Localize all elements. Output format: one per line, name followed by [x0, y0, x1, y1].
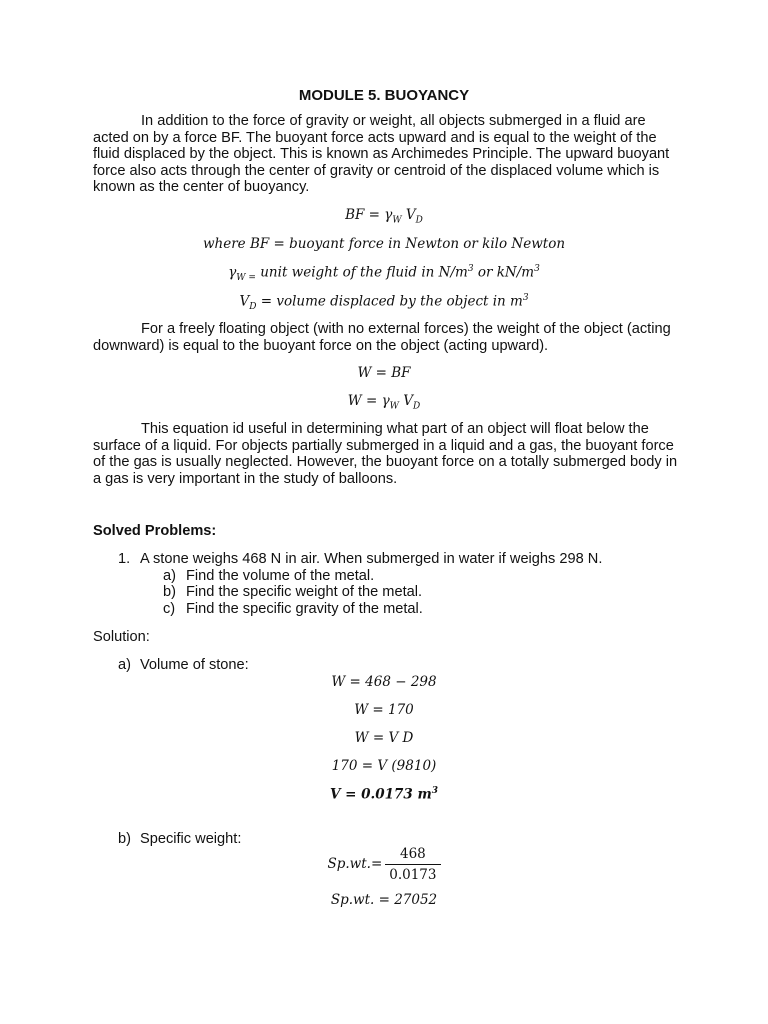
definition-volume-sub: D [249, 302, 257, 313]
part-b-fraction [385, 846, 440, 883]
module-title: MODULE 5. BUOYANCY [298, 87, 470, 104]
part-b-result: Sp.wt. = 27052 [330, 892, 438, 908]
definition-volume-lhs: V [239, 293, 250, 310]
definition-gamma-exp-b: 3 [534, 264, 540, 274]
solution-label: Solution: [93, 629, 150, 645]
definition-gamma-rhs-b: or kN/m [473, 264, 535, 281]
problem-statement: A stone weighs 468 N in air. When submerged in water if weighs 298 N. [140, 551, 603, 567]
volume-subscript: D [415, 215, 423, 226]
part-b-frac-lhs: Sp.wt.= [327, 856, 383, 872]
formula-lhs: BF [345, 207, 365, 223]
problem-number: 1. [118, 551, 131, 567]
part-b-frac-den: 0.0173 [389, 867, 437, 883]
problem-part-c-text: Find the specific gravity of the metal. [186, 601, 423, 617]
buoyant-force-formula: BF = $\gamma_W$ $V_D$ [345, 207, 423, 226]
definition-gamma: $\gamma_{W =}$ unit weight of the fluid in $N/m^3$ or $kN/m^3$ [228, 264, 540, 284]
part-a-title: Volume of stone: [140, 657, 249, 673]
definition-bf-rhs: buoyant force in Newton or kilo Newton [289, 236, 566, 252]
part-b-title: Specific weight: [140, 831, 242, 847]
part-a-step-3: W = V D [354, 730, 414, 746]
definition-bf-lhs: where BF [202, 236, 270, 252]
definition-bf: where BF = buoyant force in Newton or kilo Newton [202, 236, 566, 252]
floating-eq-2-lhs: W [347, 393, 362, 409]
intro-paragraph: In addition to the force of gravity or weight, all objects submerged in a fluid are acted on by a force BF. The buoyant force acts upward and is equal to the weight of the fluid displaced by the object. This is known as Archimedes Principle. The upward buoyant force also acts through the center of gravity or centroid of the displaced volume which is known as the center of buoyancy. [93, 113, 670, 196]
part-a-step-4: 170 = V (9810) [331, 758, 437, 774]
floating-eq-2-gamma-sub: W [389, 401, 399, 412]
problem-part-b-label: b) [163, 584, 176, 600]
part-a-step-2: W = 170 [354, 702, 414, 718]
definition-volume-exp: 3 [522, 293, 529, 303]
definition-gamma-sub: W = [236, 273, 256, 284]
part-a-answer [0, 786, 768, 803]
part-a-label: a) [118, 657, 131, 673]
definition-gamma-rhs-a: unit weight of the fluid in N/m [260, 264, 468, 281]
part-a-answer-exp: 3 [431, 786, 439, 796]
definition-volume-rhs: volume displaced by the object in m [276, 293, 523, 310]
part-a-answer-text: V = 0.0173 m [329, 786, 432, 803]
part-b-fraction-eq [0, 846, 768, 883]
definition-gamma-exp-a: 3 [467, 264, 474, 274]
part-b-frac-num: 468 [385, 846, 440, 865]
problem-part-a-text: Find the volume of the metal. [186, 568, 375, 584]
floating-eq-1: W = BF [357, 365, 411, 381]
usage-paragraph: This equation id useful in determining what part of an object will float below the surface of a liquid. For objects partially submerged in a liquid and a gas, the buoyant force of the gas is usually neglected. However, the buoyant force on a totally submerged body in a gas is very important in the study of balloons. [93, 421, 678, 487]
part-b-label: b) [118, 831, 131, 847]
problem-part-a-label: a) [163, 568, 176, 584]
problem-part-c-label: c) [163, 601, 176, 617]
definition-volume: $V_D$ = volume displaced by the object in $m^3$ [239, 293, 529, 313]
floating-eq-2: $W = \gamma_W$ $V_D$ [347, 393, 421, 412]
problem-part-b-text: Find the specific weight of the metal. [186, 584, 423, 600]
solved-problems-heading: Solved Problems: [93, 523, 217, 539]
floating-paragraph: For a freely floating object (with no external forces) the weight of the object (acting downward) is equal to the buoyant force on the object (acting upward). [93, 321, 671, 354]
floating-eq-2-v-sub: D [412, 401, 421, 412]
gamma-subscript: W [392, 215, 402, 226]
part-a-step-1: W = 468 − 298 [331, 674, 437, 690]
